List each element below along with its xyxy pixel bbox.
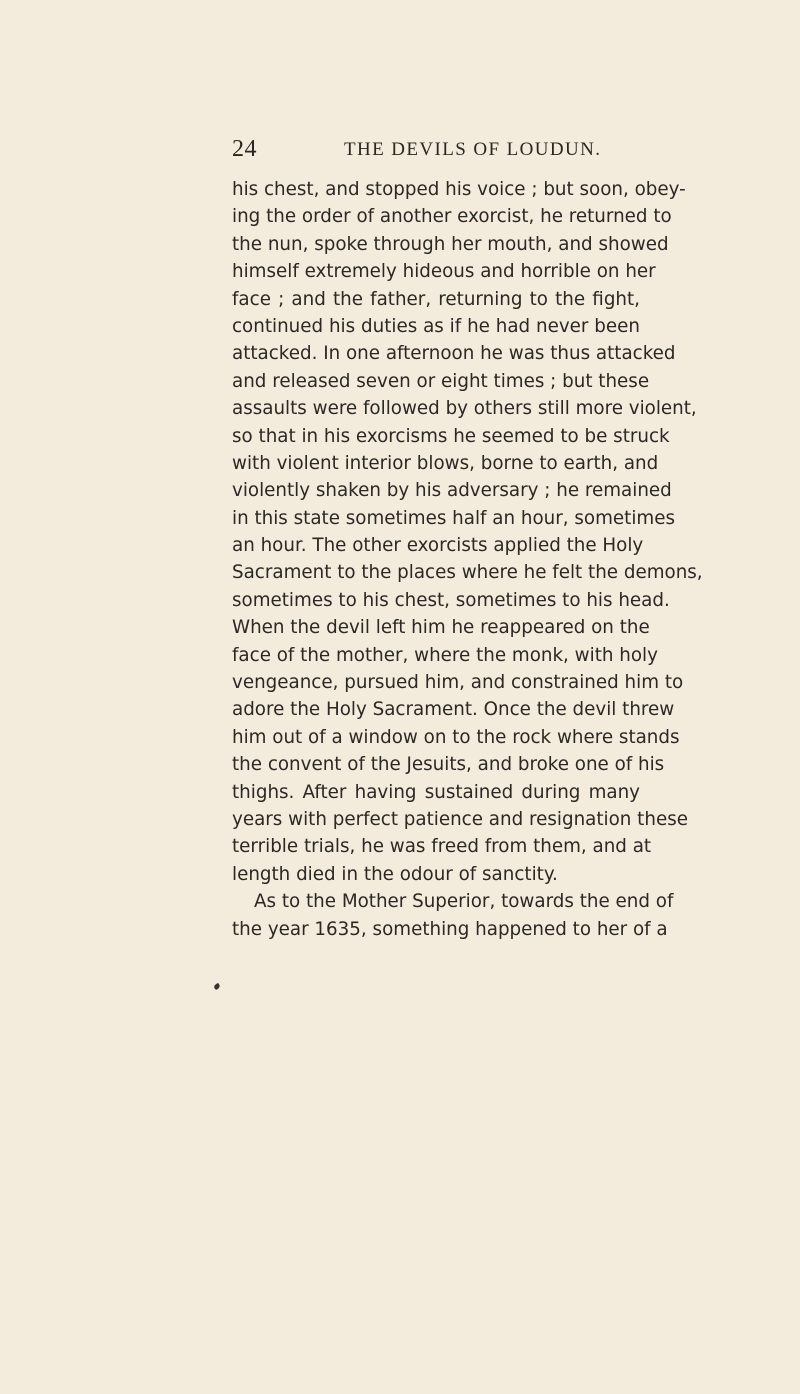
ink-speck xyxy=(213,983,221,991)
text-line: face ; and the father, returning to the fight, xyxy=(232,288,640,310)
page-number: 24 xyxy=(232,136,257,162)
text-line: so that in his exorcisms he seemed to be struck xyxy=(232,425,670,447)
text-line: the nun, spoke through her mouth, and showed xyxy=(232,233,669,255)
text-line: vengeance, pursued him, and constrained him to xyxy=(232,672,684,694)
text-line: himself extremely hideous and horrible on her xyxy=(232,261,656,283)
text-line: his chest, and stopped his voice ; but soon, obey- xyxy=(232,179,686,200)
text-line: the convent of the Jesuits, and broke one of his xyxy=(232,754,665,776)
running-head xyxy=(232,134,632,168)
text-line: the year 1635, something happened to her of a xyxy=(232,918,668,940)
text-line: and released seven or eight times ; but these xyxy=(232,370,650,392)
text-line: assaults were followed by others still more violent, xyxy=(232,398,697,420)
text-line: Sacrament to the places where he felt the demons, xyxy=(232,562,703,584)
text-line: terrible trials, he was freed from them, and at xyxy=(232,836,652,858)
text-line: length died in the odour of sanctity. xyxy=(232,863,558,885)
text-line: sometimes to his chest, sometimes to his head. xyxy=(232,589,670,611)
text-line: adore the Holy Sacrament. Once the devil threw xyxy=(232,699,675,721)
text-line: thighs. After having sustained during many xyxy=(232,781,640,803)
text-line: face of the mother, where the monk, with holy xyxy=(232,644,658,666)
text-line: continued his duties as if he had never been xyxy=(232,315,640,337)
text-line: with violent interior blows, borne to earth, and xyxy=(232,452,659,474)
text-line: attacked. In one afternoon he was thus attacked xyxy=(232,343,676,365)
text-line: years with perfect patience and resignation these xyxy=(232,808,688,830)
body-text xyxy=(232,176,703,943)
running-title: THE DEVILS OF LOUDUN. xyxy=(344,139,602,160)
text-line: him out of a window on to the rock where stands xyxy=(232,726,680,748)
text-line: an hour. The other exorcists applied the Holy xyxy=(232,535,644,557)
text-line: violently shaken by his adversary ; he remained xyxy=(232,480,672,502)
text-line: ing the order of another exorcist, he returned to xyxy=(232,206,672,228)
text-line: As to the Mother Superior, towards the end of xyxy=(254,891,674,913)
text-line: in this state sometimes half an hour, sometimes xyxy=(232,507,675,529)
text-line: When the devil left him he reappeared on the xyxy=(232,617,650,639)
